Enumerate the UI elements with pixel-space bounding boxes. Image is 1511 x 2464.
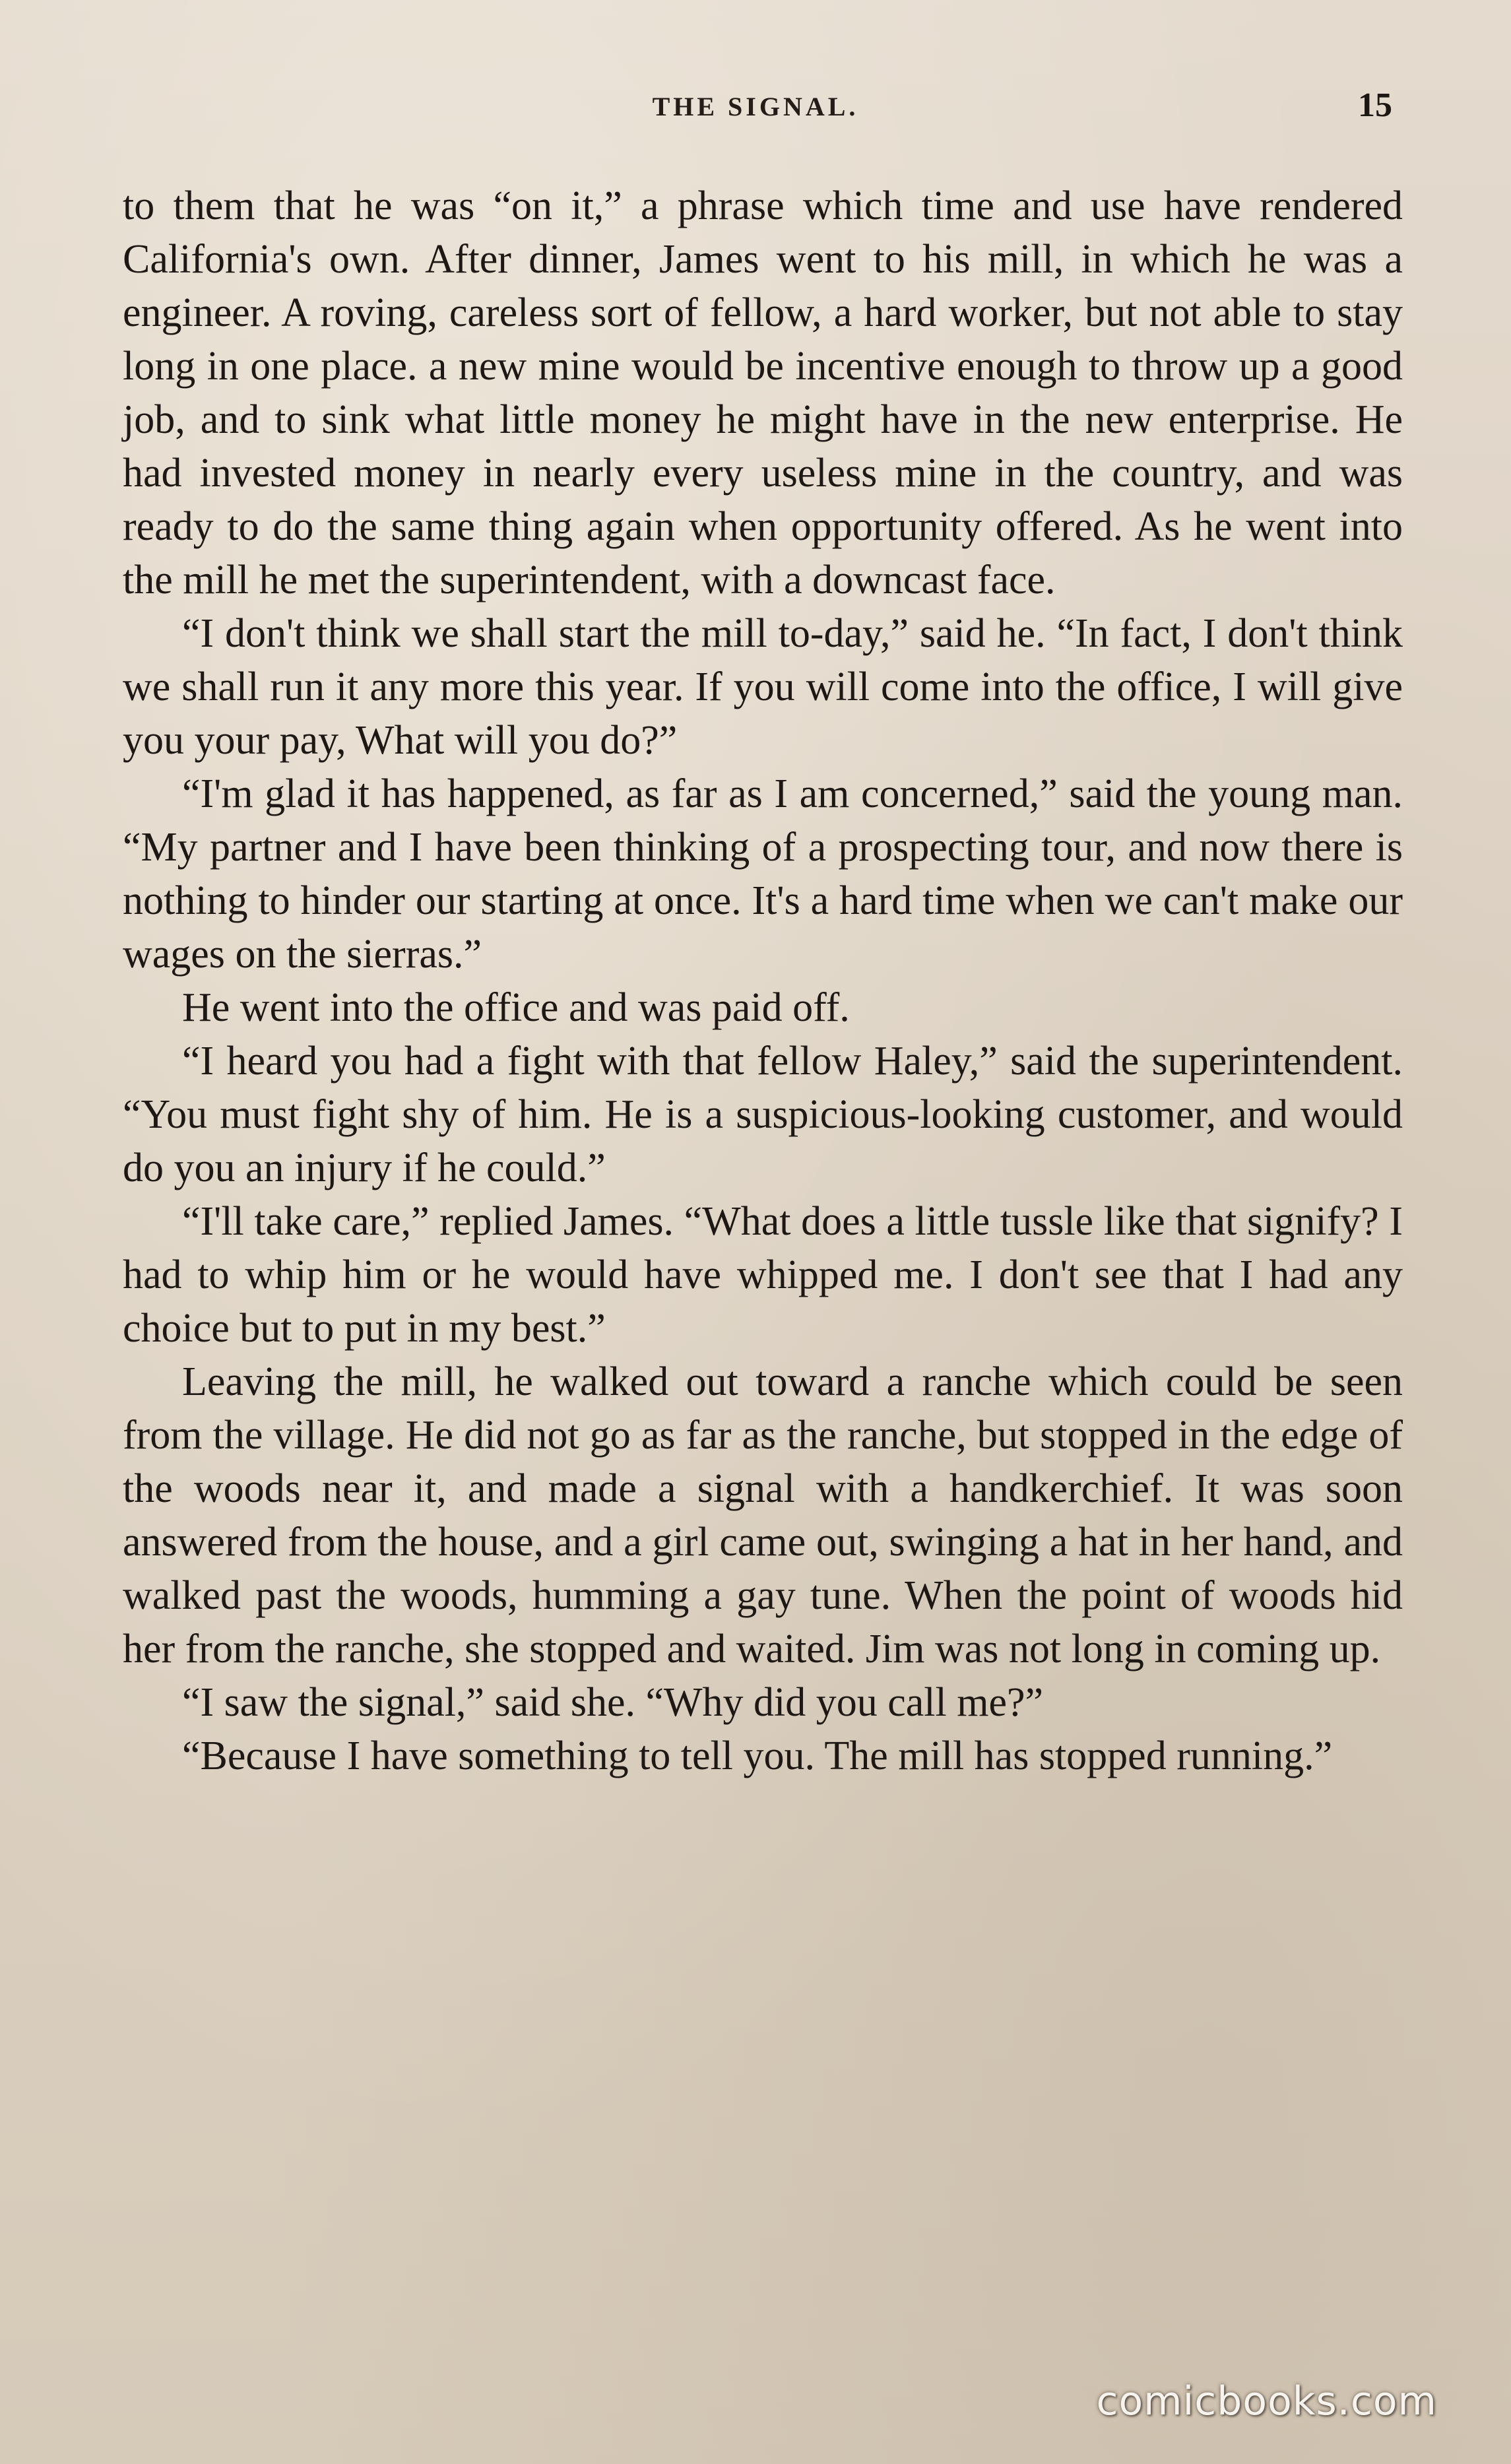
paragraph: “I'm glad it has happened, as far as I am concerned,” said the young man. “My partner and I have been thinking of a prospecting tour, and now there is nothing to hinder our starting at once. It's a hard time when we can't make our wages on the sierras.” — [123, 771, 1403, 977]
paragraph: “I heard you had a fight with that fellow Haley,” said the superintendent. “You must fight shy of him. He is a suspicious-looking customer, and would do you an injury if he could.” — [123, 1039, 1403, 1190]
paragraph: He went into the office and was paid off. — [182, 985, 850, 1030]
body-text — [123, 179, 1403, 1783]
paragraph: Leaving the mill, he walked out toward a ranche which could be seen from the village. He did not go as far as the ranche, but stopped in the edge of the woods near it, and made a signal with a handkerchief. It was soon answered from the house, and a girl came out, swinging a hat in her hand, and walked past the woods, humming a gay tune. When the point of woods hid her from the ranche, she stopped and waited. Jim was not long in coming up. — [123, 1359, 1403, 1671]
page-number: 15 — [1358, 86, 1392, 124]
site-watermark: comicbooks.com — [1096, 2378, 1437, 2424]
paragraph: “I saw the signal,” said she. “Why did you call me?” — [182, 1680, 1043, 1725]
page-header — [0, 86, 1511, 131]
running-head: THE SIGNAL. — [652, 92, 859, 121]
paragraph: “I'll take care,” replied James. “What does a little tussle like that signify? I had to whip him or he would have whipped me. I don't see that I had any choice but to put in my best.” — [123, 1199, 1403, 1351]
paragraph: “I don't think we shall start the mill to-day,” said he. “In fact, I don't think we shall run it any more this year. If you will come into the office, I will give you your pay, What will you do?” — [123, 611, 1403, 763]
paragraph: “Because I have something to tell you. The mill has stopped running.” — [182, 1734, 1333, 1778]
paragraph: to them that he was “on it,” a phrase which time and use have rendered California's own. After dinner, James went to his mill, in which he was a engineer. A roving, careless sort of fellow, a hard worker, but not able to stay long in one place. a new mine would be incentive enough to throw up a good job, and to sink what little money he might have in the new enterprise. He had invested money in nearly every useless mine in the country, and was ready to do the same thing again when opportunity offered. As he went into the mill he met the superintendent, with a downcast face. — [123, 183, 1403, 602]
